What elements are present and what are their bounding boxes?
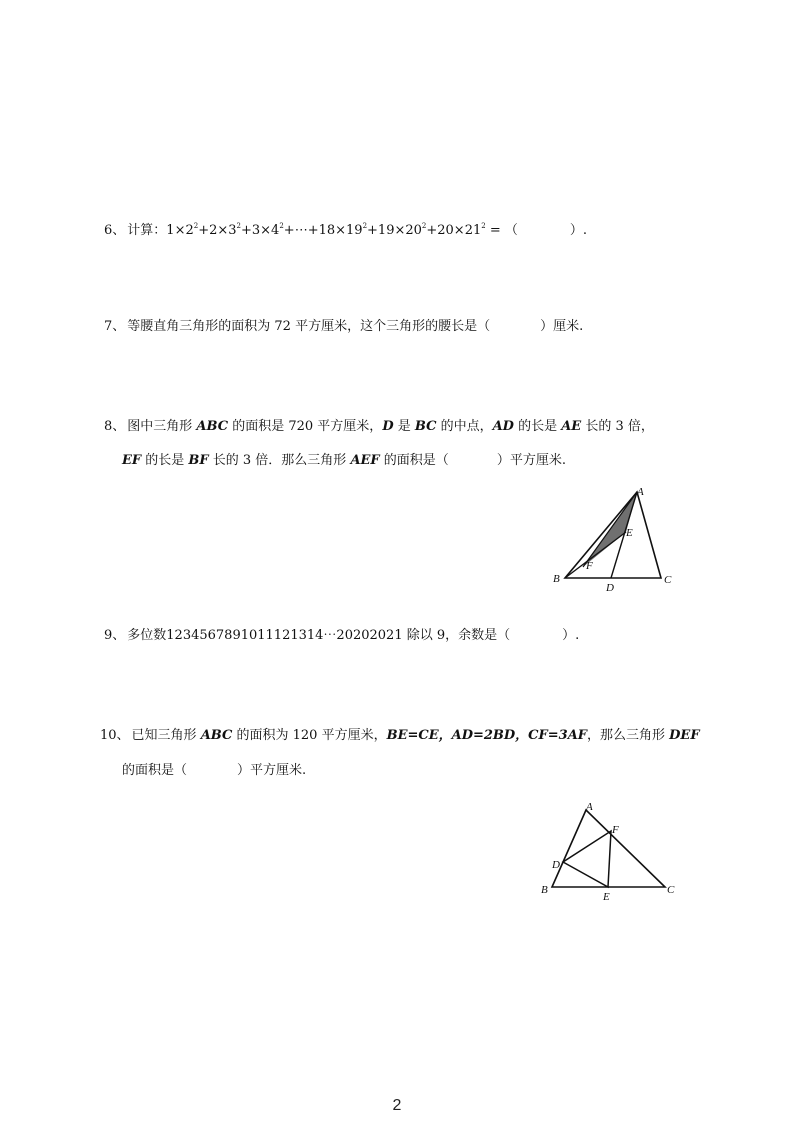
triangle-def <box>563 831 611 887</box>
label-b: B <box>541 884 548 896</box>
question-number: 8、 <box>104 419 126 434</box>
question-6: 6、 计算：$1\times 2^2+2\times 3^2+3\times 4^2+\cdots+18\times 19^2+19\times 20^2+20\times 21^2$ = （ ）. <box>104 222 588 238</box>
label-a: A <box>637 486 644 498</box>
figure-q8 <box>540 484 690 594</box>
triangle-diagram-q8 <box>540 484 690 594</box>
question-number: 10、 <box>100 728 130 743</box>
label-e: E <box>626 527 633 539</box>
label-a: A <box>586 801 593 813</box>
label-f: F <box>612 824 619 836</box>
label-d: D <box>606 582 614 594</box>
question-8-line-2: EF 的长是 BF 长的 3 倍．那么三角形 AEF 的面积是（ ）平方厘米. <box>122 453 566 468</box>
page-number: 2 <box>392 1097 402 1114</box>
question-7: 7、 等腰直角三角形的面积为 72 平方厘米，这个三角形的腰长是（ ）厘米. <box>104 319 584 334</box>
question-number: 7、 <box>104 319 126 334</box>
label-b: B <box>553 573 560 585</box>
question-number: 6、 <box>104 223 126 238</box>
question-9: 9、 多位数1234567891011121314⋯20202021 除以 9，余数是（ ）. <box>104 628 580 643</box>
segment-be <box>565 532 626 578</box>
question-number: 9、 <box>104 628 126 643</box>
label-c: C <box>664 574 672 586</box>
question-10-line-2: 的面积是（ ）平方厘米. <box>122 763 307 778</box>
label-e: E <box>603 891 610 903</box>
label-c: C <box>667 884 675 896</box>
question-8-line-1: 8、 图中三角形 ABC 的面积是 720 平方厘米，D 是 BC 的中点，AD 的长是 AE 长的 3 倍， <box>104 419 654 434</box>
figure-q10 <box>535 798 685 908</box>
triangle-diagram-q10 <box>535 798 685 908</box>
label-f: F <box>586 560 593 572</box>
label-d: D <box>552 859 560 871</box>
question-10-line-1: 10、 已知三角形 ABC 的面积为 120 平方厘米，BE=CE，AD=2BD，CF=3AF，那么三角形 DEF <box>100 728 700 743</box>
